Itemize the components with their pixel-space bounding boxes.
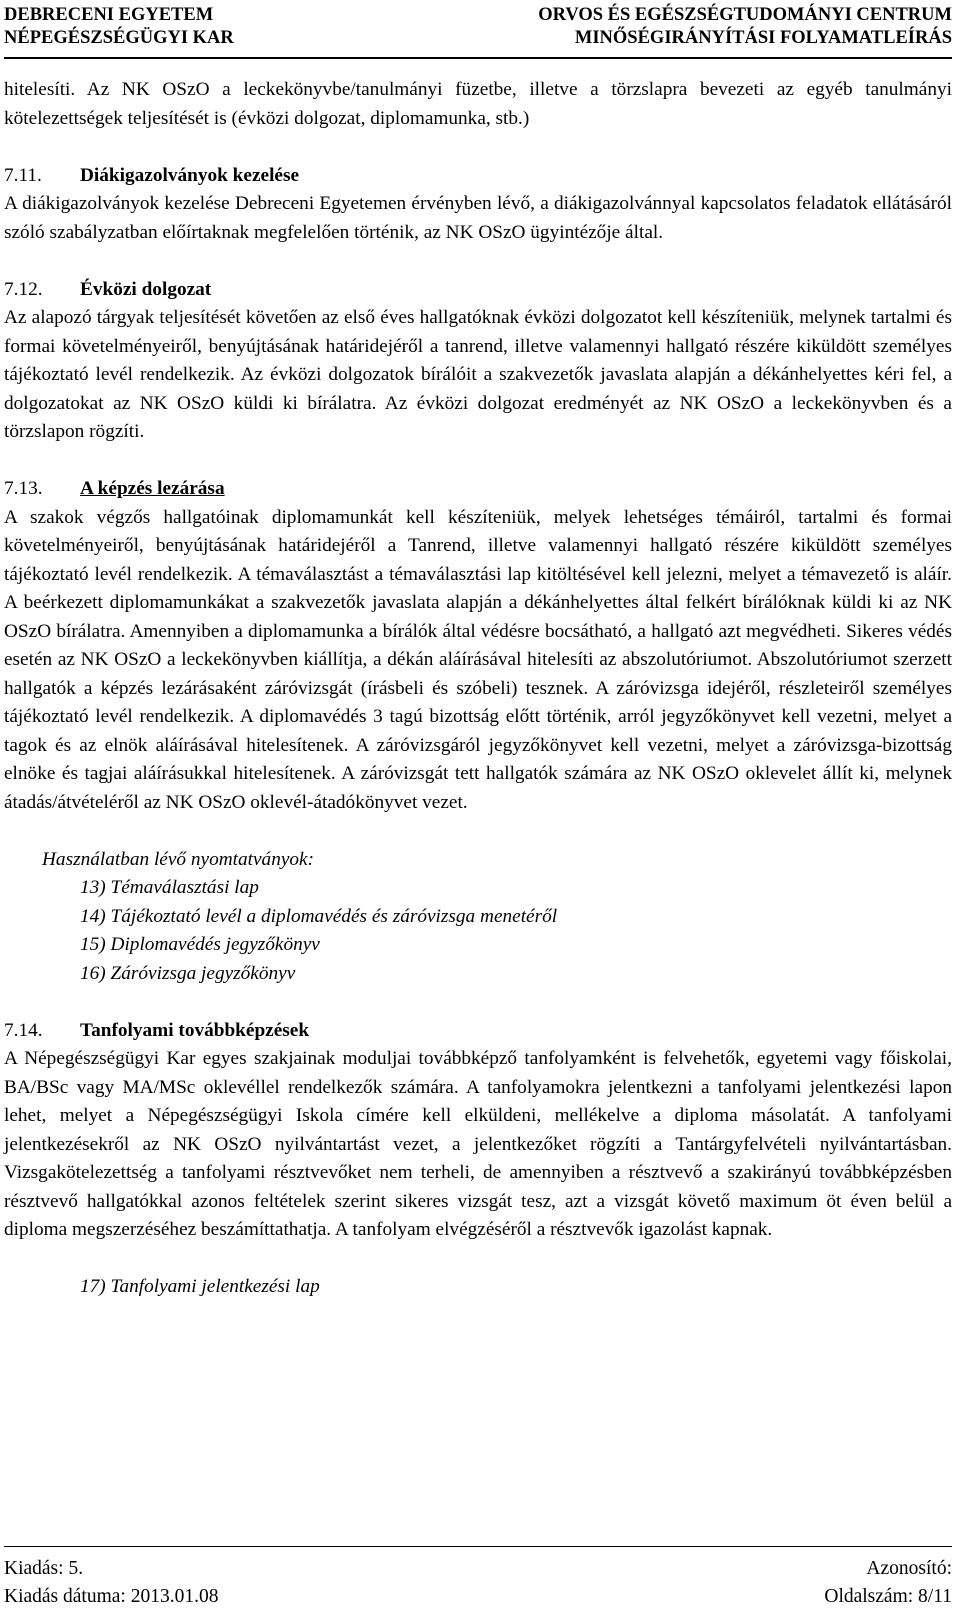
header-faculty: NÉPEGÉSZSÉGÜGYI KAR <box>4 28 234 48</box>
section-title: Diákigazolványok kezelése <box>80 164 300 186</box>
section-body-7-12: Az alapozó tárgyak teljesítését követően az első éves hallgatóknak évközi dolgozatot kell készíteniük, melynek tartalmi és formai követelményeiről, benyújtásának határidejéről a tanrend, illetve valamennyi hallgató részére kiküldött személyes tájékoztató levél rendelkezik. Az évközi dolgozatok bírálóit a szakvezetők javaslata alapján a dékánhelyettes kéri fel, a dolgozatokat az NK OSzO küldi ki bírálatra. Az évközi dolgozat eredményét az NK OSzO a leckekönyvben és a törzslapon rögzíti. <box>4 307 952 442</box>
section-body-7-11: A diákigazolványok kezelése Debreceni Egyetemen érvényben lévő, a diákigazolvánnyal kapcsolatos feladatok ellátásáról szóló szabályzatban előírtaknak megfelelően történik, az NK OSzO ügyintézője által. <box>4 193 952 243</box>
section-title: Tanfolyami továbbképzések <box>80 1019 310 1041</box>
footer-edition: Kiadás: 5. <box>4 1558 84 1579</box>
header-divider <box>4 57 952 59</box>
section-heading-7-14 <box>4 1017 952 1046</box>
section-title: A képzés lezárása <box>80 478 225 499</box>
footer-identifier: Azonosító: <box>866 1558 952 1579</box>
header-university: DEBRECENI EGYETEM <box>4 5 214 25</box>
form-item: 15) Diplomavédés jegyzőkönyv <box>80 934 320 955</box>
section-number: 7.11. <box>4 164 42 186</box>
section-number: 7.14. <box>4 1019 43 1041</box>
footer-edition-date: Kiadás dátuma: 2013.01.08 <box>4 1586 219 1607</box>
header-process-description: MINŐSÉGIRÁNYÍTÁSI FOLYAMATLEÍRÁS <box>574 28 952 48</box>
intro-paragraph: hitelesíti. Az NK OSzO a leckekönyvbe/tanulmányi füzetbe, illetve a törzslapra bevezeti az egyéb tanulmányi kötelezettségek teljesítését is (évközi dolgozat, diplomamunka, stb.) <box>4 79 952 129</box>
section-heading-7-11 <box>4 162 952 191</box>
section-body-7-14: A Népegészségügyi Kar egyes szakjainak moduljai továbbképző tanfolyamként is felvehetők, egyetemi vagy főiskolai, BA/BSc vagy MA/MSc oklevéllel rendelkezők számára. A tanfolyamokra jelentkezni a tanfolyami jelentkezési lapon lehet, melyet a Népegészségügyi Iskola címére kell elküldeni, mellékelve a diploma másolatát. A tanfolyami jelentkezésekről az NK OSzO nyilvántartást vezet, a jelentkezőket rögzíti a Tantárgyfelvételi nyilvántartásban. Vizsgakötelezettség a tanfolyami résztvevőket nem terheli, de amennyiben a résztvevő a szakirányú továbbképzésben résztvevő hallgatókkal azonos feltételek szerint sikeres vizsgát tesz, azt a vizsgát követő maximum öt éven belül a diploma megszerzéséhez beszámíttathatja. A tanfolyam elvégzéséről a résztvevők igazolást kapnak. <box>4 1048 952 1240</box>
form-item: 17) Tanfolyami jelentkezési lap <box>80 1276 320 1297</box>
form-item: 14) Tájékoztató levél a diplomavédés és záróvizsga menetéről <box>80 905 558 927</box>
section-title: Évközi dolgozat <box>80 278 212 300</box>
form-item: 16) Záróvizsga jegyzőkönyv <box>80 962 296 984</box>
header-centre: ORVOS ÉS EGÉSZSÉGTUDOMÁNYI CENTRUM <box>538 5 952 25</box>
page-footer <box>4 1546 952 1618</box>
header-institution <box>4 4 234 50</box>
section-body-7-13: A szakok végzős hallgatóinak diplomamunkát kell készíteniük, melyek lehetséges témáiról, tartalmi és formai követelményeiről, benyújtásának határidejéről a Tanrend, illetve valamennyi hallgató részére kiküldött személyes tájékoztató levél rendelkezik. A témaválasztást a témaválasztási lap kitöltésével kell jelezni, melyet a témavezető is aláír. A beérkezett diplomamunkákat a szakvezetők javaslata alapján a dékánhelyettes által felkért bírálóknak küldi ki az NK OSzO bírálatra. Amennyiben a diplomamunka a bírálók által védésre bocsátható, a hallgató azt megvédheti. Sikeres védés esetén az NK OSzO a leckekönyvben kiállítja, a dékán aláírásával hitelesíti az abszolutóriumot. Abszolutóriumot szerzett hallgatók a képzés lezárásaként záróvizsgát (írásbeli és szóbeli) tesznek. A záróvizsga idejéről, részleteiről személyes tájékoztató levél rendelkezik. A diplomavédés 3 tagú bizottság előtt történik, arról jegyzőkönyvet kell vezetni, melyet a tagok és az elnök aláírásával hitelesítenek. A záróvizsgáról jegyzőkönyvet kell vezetni, melyet a záróvizsga-bizottság elnöke és tagjai aláírásukkal hitelesítenek. A záróvizsgát tett hallgatók számára az NK OSzO oklevelet állít ki, melynek átadás/átvételéről az NK OSzO oklevél-átadókönyvet vezet. <box>4 506 952 813</box>
document-body <box>4 76 952 1302</box>
footer-page-number: Oldalszám: 8/11 <box>824 1586 952 1607</box>
section-heading-7-12 <box>4 276 952 305</box>
header-document-type <box>538 4 952 50</box>
footer-divider <box>4 1546 952 1547</box>
section-number: 7.12. <box>4 278 43 300</box>
forms-list-7-14 <box>4 1273 952 1302</box>
forms-list-title: Használatban lévő nyomtatványok: <box>42 848 315 870</box>
forms-list-7-13 <box>4 846 952 989</box>
form-item: 13) Témaválasztási lap <box>80 877 259 898</box>
section-heading-7-13 <box>4 475 952 504</box>
section-number: 7.13. <box>4 478 43 499</box>
page-header <box>4 4 952 56</box>
